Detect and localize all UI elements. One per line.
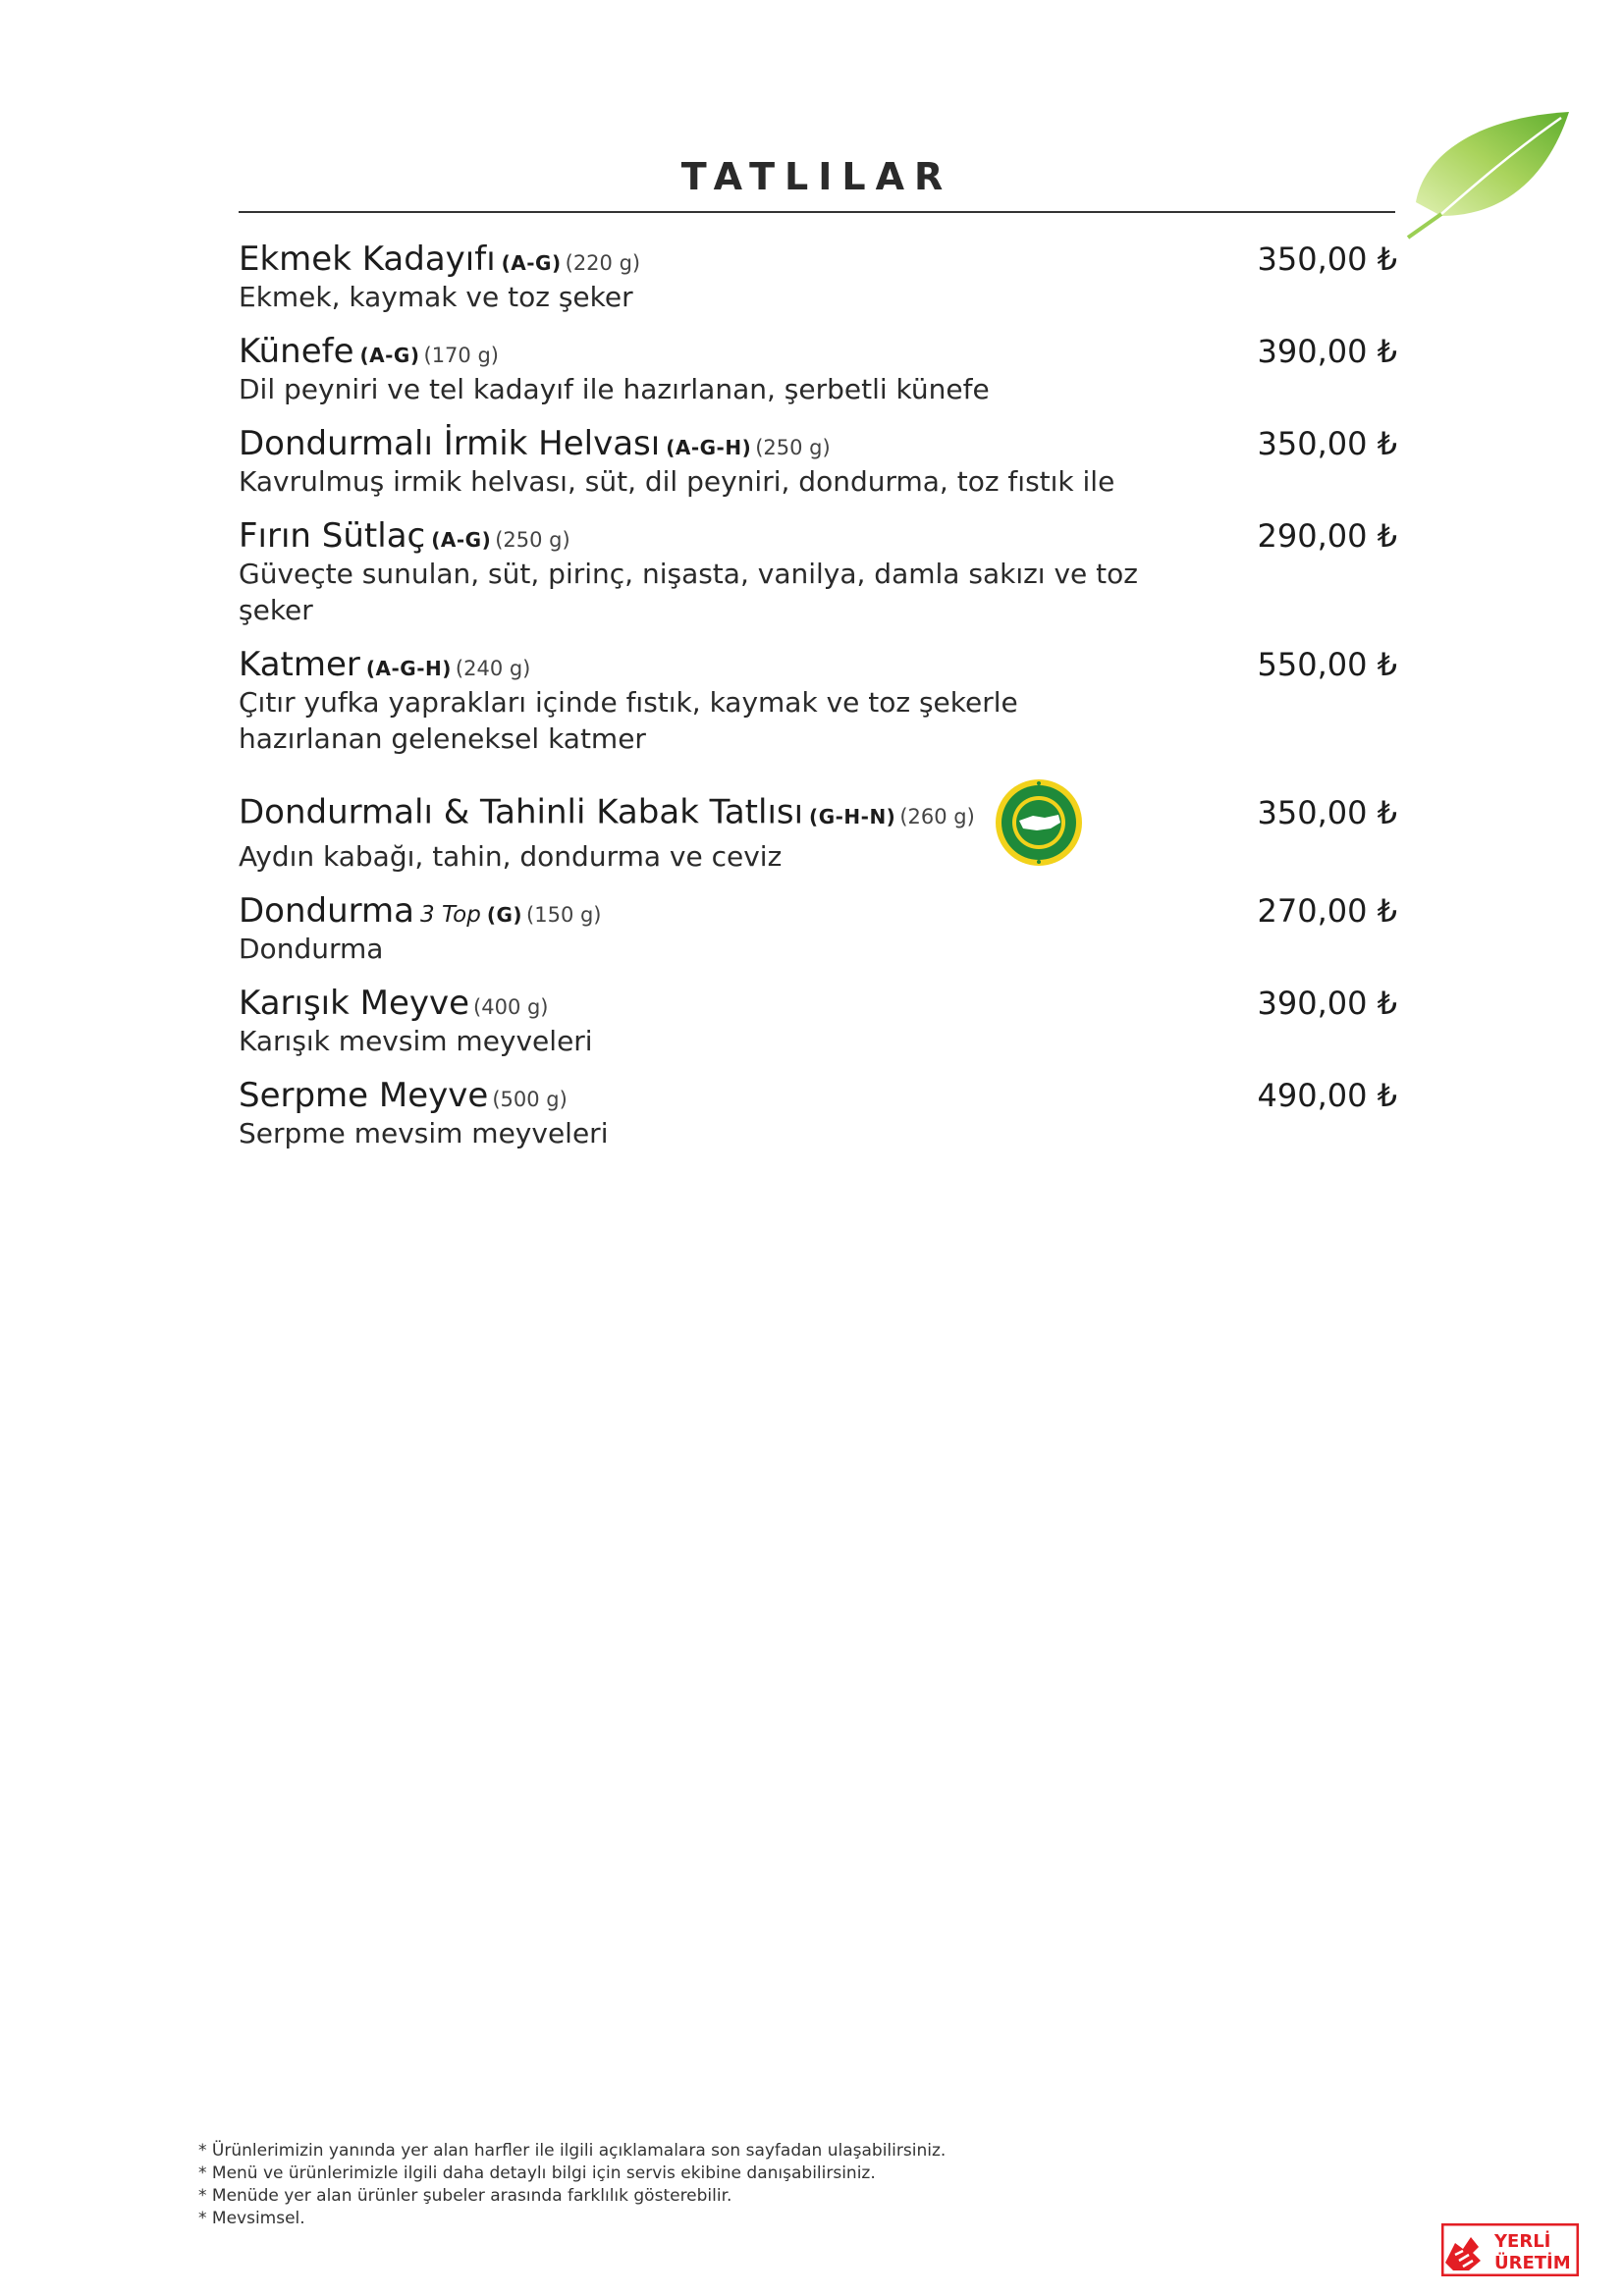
item-weight: (250 g) <box>755 436 831 459</box>
item-weight: (170 g) <box>423 344 499 367</box>
menu-item <box>239 332 1397 407</box>
footer-note: * Ürünlerimizin yanında yer alan harfler ile ilgili açıklamalara son sayfadan ulaşabilirsiniz. <box>198 2141 947 2161</box>
menu-list <box>239 240 1397 1168</box>
item-weight: (150 g) <box>526 903 602 927</box>
item-price: 390,00 ₺ <box>1257 985 1397 1022</box>
item-description: Güveçte sunulan, süt, pirinç, nişasta, vanilya, damla sakızı ve toz şeker <box>239 558 1138 626</box>
logo-line1: YERLİ <box>1494 2231 1551 2252</box>
item-allergens: (G) <box>486 903 523 927</box>
item-weight: (250 g) <box>495 528 570 552</box>
item-name: Künefe <box>239 332 354 371</box>
menu-item <box>239 774 1397 875</box>
item-name: Dondurmalı & Tahinli Kabak Tatlısı <box>239 792 804 832</box>
item-name: Karışık Meyve <box>239 984 470 1023</box>
logo-line2: ÜRETİM <box>1494 2253 1571 2273</box>
item-allergens: (A-G) <box>359 344 420 367</box>
item-weight: (240 g) <box>455 657 531 680</box>
item-name: Fırın Sütlaç <box>239 516 426 556</box>
menu-item <box>239 424 1397 500</box>
title-divider <box>239 211 1395 213</box>
item-description: Çıtır yufka yaprakları içinde fıstık, kaymak ve toz şekerle hazırlanan geleneksel katmer <box>239 686 1018 755</box>
item-description: Kavrulmuş irmik helvası, süt, dil peyniri, dondurma, toz fıstık ile <box>239 465 1115 498</box>
menu-item <box>239 891 1397 967</box>
geographical-indication-seal-icon <box>994 777 1084 868</box>
item-description: Ekmek, kaymak ve toz şeker <box>239 281 633 313</box>
item-price: 290,00 ₺ <box>1257 517 1397 555</box>
item-price: 490,00 ₺ <box>1257 1077 1397 1114</box>
menu-item <box>239 516 1397 628</box>
menu-item <box>239 240 1397 315</box>
footer-notes <box>198 2140 946 2230</box>
item-weight: (500 g) <box>492 1088 568 1111</box>
item-description: Dil peyniri ve tel kadayıf ile hazırlanan, şerbetli künefe <box>239 373 990 405</box>
item-name: Ekmek Kadayıfı <box>239 240 496 279</box>
leaf-icon <box>1394 108 1571 240</box>
item-price: 350,00 ₺ <box>1257 793 1397 831</box>
menu-item <box>239 984 1397 1059</box>
item-note: 3 Top <box>420 902 481 928</box>
item-price: 390,00 ₺ <box>1257 333 1397 370</box>
item-name: Dondurma <box>239 891 414 931</box>
item-weight: (260 g) <box>899 804 975 828</box>
item-description: Aydın kabağı, tahin, dondurma ve ceviz <box>239 840 783 873</box>
item-weight: (220 g) <box>565 251 641 275</box>
menu-item <box>239 645 1397 757</box>
item-description: Serpme mevsim meyveleri <box>239 1117 609 1149</box>
item-description: Karışık mevsim meyveleri <box>239 1025 593 1057</box>
menu-item <box>239 1076 1397 1151</box>
item-weight: (400 g) <box>473 995 549 1019</box>
item-allergens: (A-G-H) <box>666 436 752 459</box>
item-price: 550,00 ₺ <box>1257 646 1397 683</box>
item-name: Katmer <box>239 645 360 684</box>
item-allergens: (G-H-N) <box>809 804 896 828</box>
footer-note: * Menü ve ürünlerimizle ilgili daha detaylı bilgi için servis ekibine danışabilirsiniz. <box>198 2163 876 2183</box>
page-title: TATLILAR <box>680 155 953 198</box>
item-price: 350,00 ₺ <box>1257 240 1397 278</box>
item-allergens: (A-G) <box>501 251 562 275</box>
yerli-uretim-logo <box>1441 2223 1579 2276</box>
item-description: Dondurma <box>239 933 384 965</box>
item-price: 350,00 ₺ <box>1257 425 1397 462</box>
footer-note: * Menüde yer alan ürünler şubeler arasında farklılık gösterebilir. <box>198 2186 732 2206</box>
footer-note: * Mevsimsel. <box>198 2209 305 2228</box>
item-allergens: (A-G-H) <box>365 657 452 680</box>
item-name: Dondurmalı İrmik Helvası <box>239 424 661 463</box>
item-allergens: (A-G) <box>431 528 492 552</box>
item-price: 270,00 ₺ <box>1257 892 1397 930</box>
item-name: Serpme Meyve <box>239 1076 489 1115</box>
